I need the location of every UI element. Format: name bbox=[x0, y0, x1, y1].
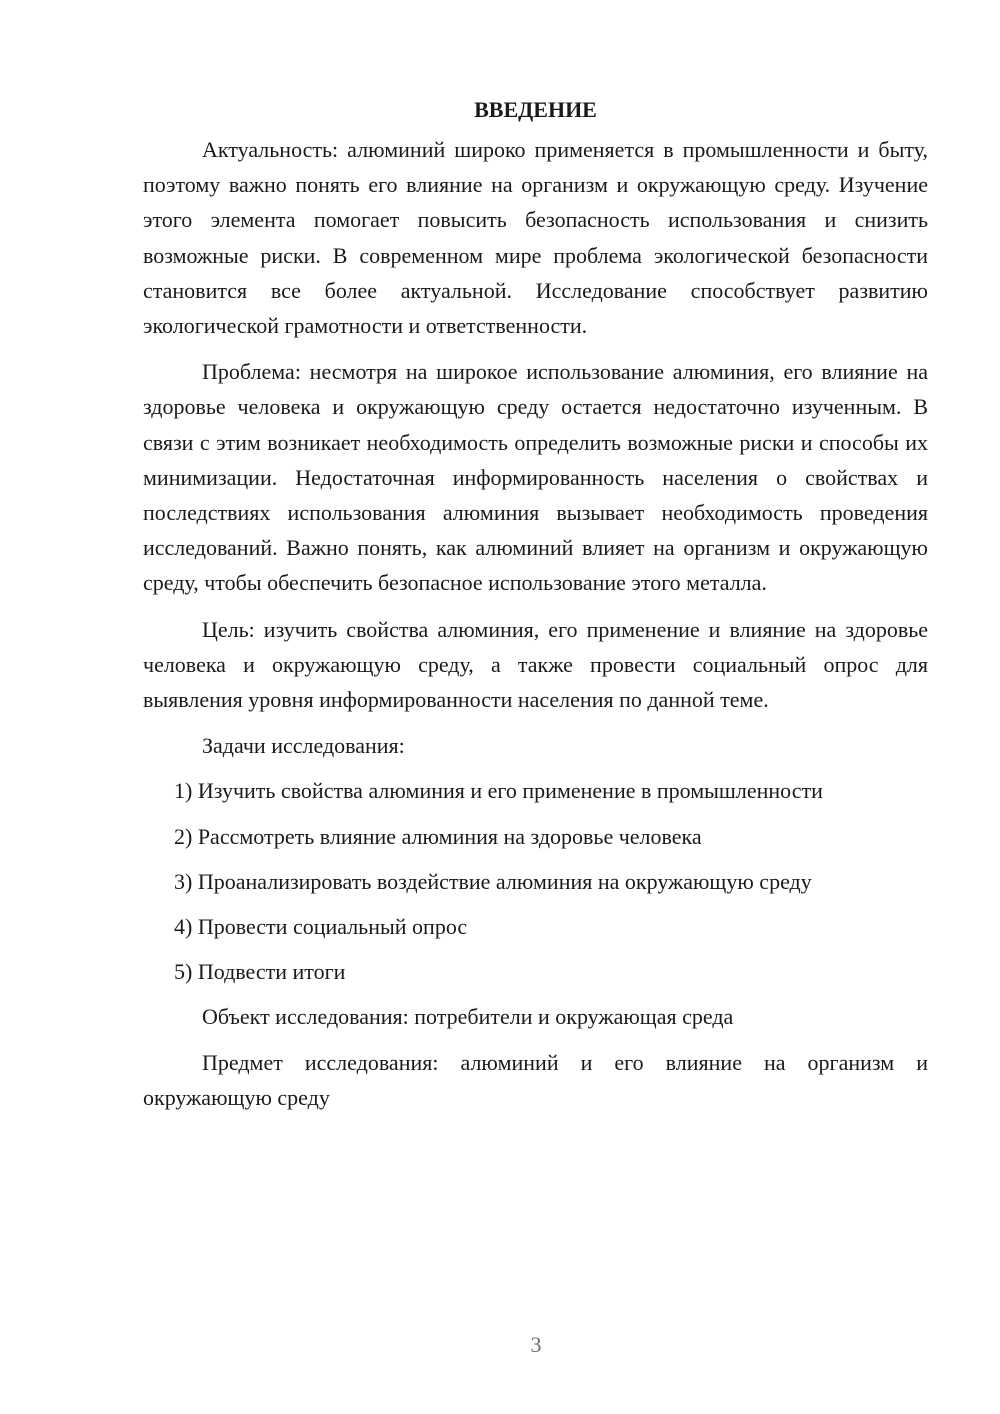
task-item: 2) Рассмотреть влияние алюминия на здоровье человека bbox=[174, 823, 702, 849]
research-object: Объект исследования: потребители и окружающая среда bbox=[202, 1004, 734, 1030]
task-item: 4) Провести социальный опрос bbox=[174, 914, 468, 940]
research-subject: Предмет исследования: алюминий и его влияние на организм и окружающую среду bbox=[143, 1049, 928, 1110]
page-number: 3 bbox=[530, 1332, 542, 1357]
task-item: 1) Изучить свойства алюминия и его применение в промышленности bbox=[174, 778, 823, 804]
task-item: 5) Подвести итоги bbox=[174, 959, 346, 985]
document-page bbox=[143, 92, 928, 1115]
tasks-list bbox=[143, 773, 928, 989]
relevance-paragraph: Актуальность: алюминий широко применяется в промышленности и быту, поэтому важно понять его влияние на организм и окружающую среду. Изучение этого элемента помогает повысить безопасность использования и снизить возможные риски. В современном мире проблема экологической безопасности становится все более актуальной. Исследование способствует развитию экологической грамотности и ответственности. bbox=[143, 137, 928, 339]
problem-paragraph: Проблема: несмотря на широкое использование алюминия, его влияние на здоровье человека и окружающую среду остается недостаточно изученным. В связи с этим возникает необходимость определить возможные риски и способы их минимизации. Недостаточная информированность населения о свойствах и последствиях использования алюминия вызывает необходимость проведения исследований. Важно понять, как алюминий влияет на организм и окружающую среду, чтобы обеспечить безопасное использование этого металла. bbox=[143, 359, 928, 596]
tasks-title: Задачи исследования: bbox=[202, 733, 405, 759]
page-title: ВВЕДЕНИЕ bbox=[474, 97, 597, 122]
task-item: 3) Проанализировать воздействие алюминия на окружающую среду bbox=[174, 868, 812, 894]
goal-paragraph: Цель: изучить свойства алюминия, его применение и влияние на здоровье человека и окружающую среду, а также провести социальный опрос для выявления уровня информированности населения по данной теме. bbox=[143, 616, 928, 713]
